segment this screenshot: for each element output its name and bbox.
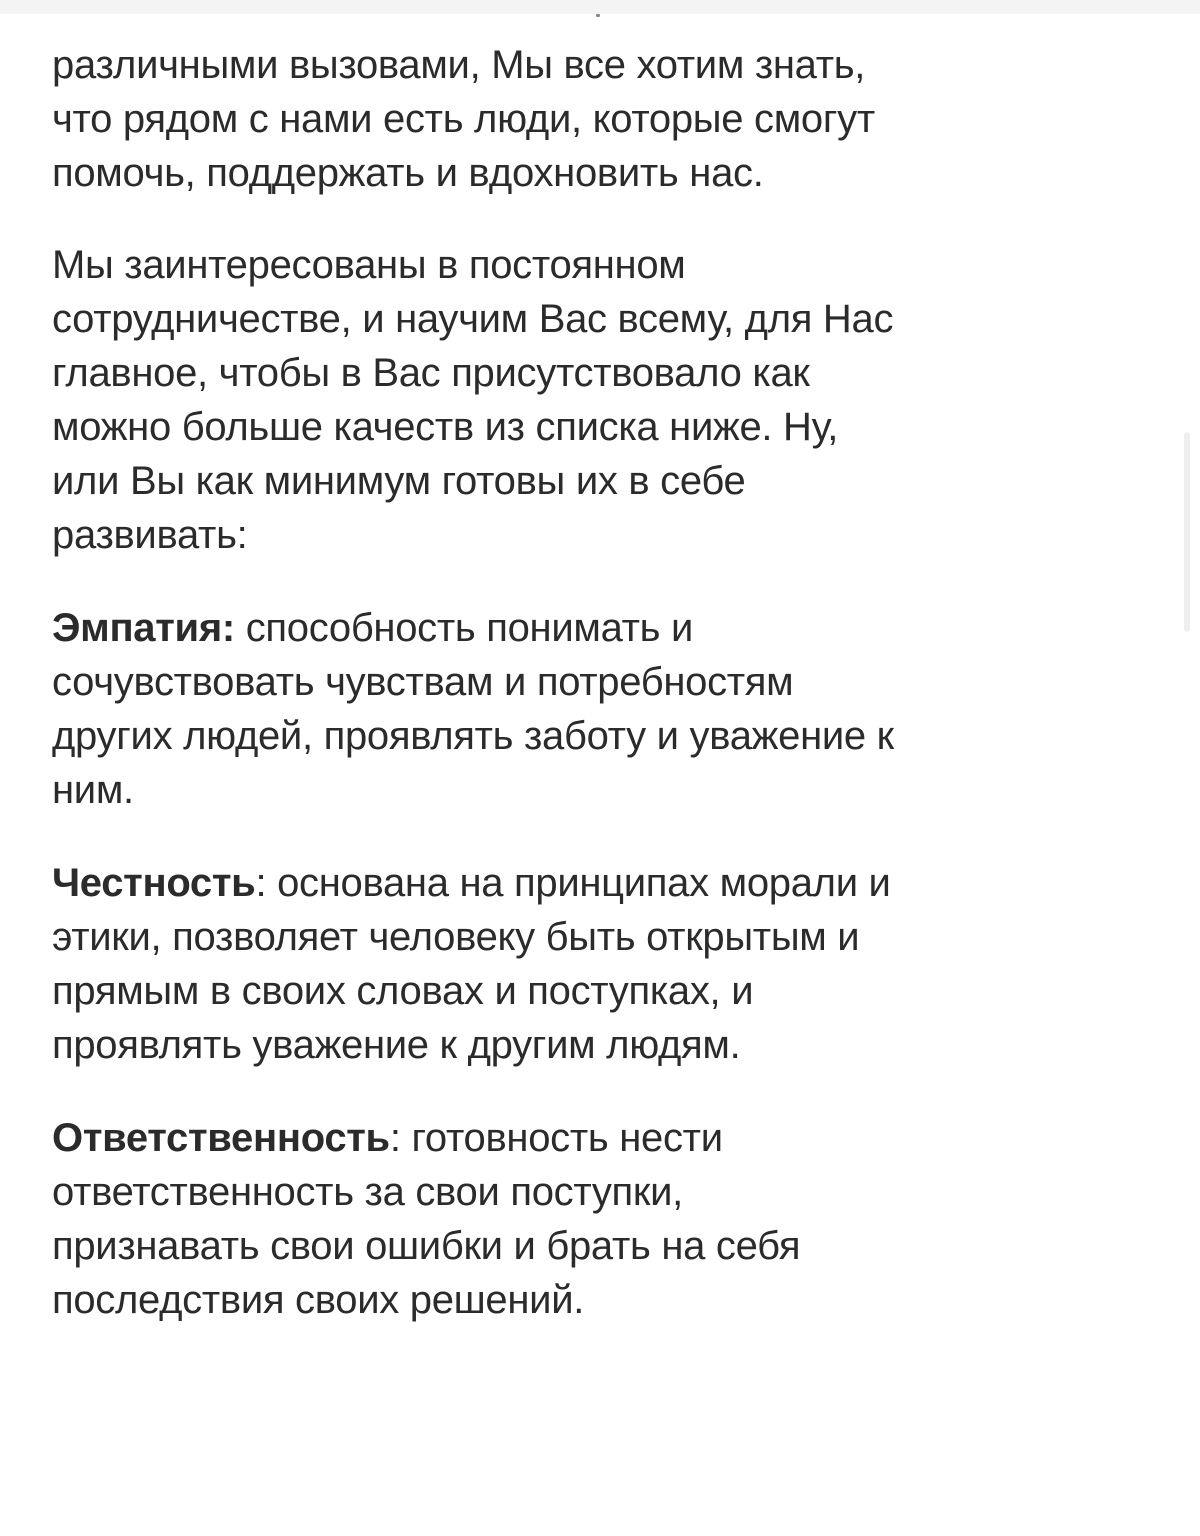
text-line: Мы заинтересованы в постоянном — [52, 243, 686, 287]
text-line: главное, чтобы в Вас присутствовало как — [52, 351, 810, 395]
text-line — [52, 1111, 1162, 1165]
text-line: помочь, поддержать и вдохновить нас. — [52, 151, 764, 195]
text-line: ним. — [52, 768, 134, 812]
text-line: что рядом с нами есть люди, которые смогут — [52, 97, 875, 141]
quality-honesty — [52, 856, 1162, 1072]
top-marker — [596, 14, 600, 17]
text-line: сочувствовать чувствам и потребностям — [52, 660, 794, 704]
text-line — [52, 856, 1162, 910]
text-line: ответственность за свои поступки, — [52, 1170, 683, 1214]
text-line — [52, 601, 1162, 655]
text-line: различными вызовами, Мы все хотим знать, — [52, 43, 866, 87]
scroll-indicator[interactable] — [1184, 432, 1190, 632]
text-line: проявлять уважение к другим людям. — [52, 1023, 741, 1067]
quality-term: Честность — [52, 861, 256, 905]
top-bar — [0, 0, 1200, 14]
text-line: этики, позволяет человеку быть открытым и — [52, 915, 860, 959]
text-line: или Вы как минимум готовы их в себе — [52, 459, 746, 503]
text-line: сотрудничестве, и научим Вас всему, для Нас — [52, 297, 894, 341]
intro-paragraph — [52, 38, 1162, 200]
quality-description: : основана на принципах морали и — [255, 861, 891, 905]
quality-term: Эмпатия: — [52, 606, 235, 650]
text-line: прямым в своих словах и поступках, и — [52, 969, 754, 1013]
quality-responsibility — [52, 1111, 1162, 1327]
quality-description: способность понимать и — [234, 606, 694, 650]
text-line: можно больше качеств из списка ниже. Ну, — [52, 405, 839, 449]
text-line: последствия своих решений. — [52, 1278, 585, 1322]
quality-term: Ответственность — [52, 1116, 390, 1160]
text-line: признавать свои ошибки и брать на себя — [52, 1224, 801, 1268]
article-text — [52, 38, 1162, 1366]
text-line: других людей, проявлять заботу и уважение к — [52, 714, 894, 758]
collaboration-paragraph — [52, 238, 1162, 562]
quality-description: : готовность нести — [389, 1116, 723, 1160]
text-line: развивать: — [52, 513, 248, 557]
quality-empathy — [52, 601, 1162, 817]
